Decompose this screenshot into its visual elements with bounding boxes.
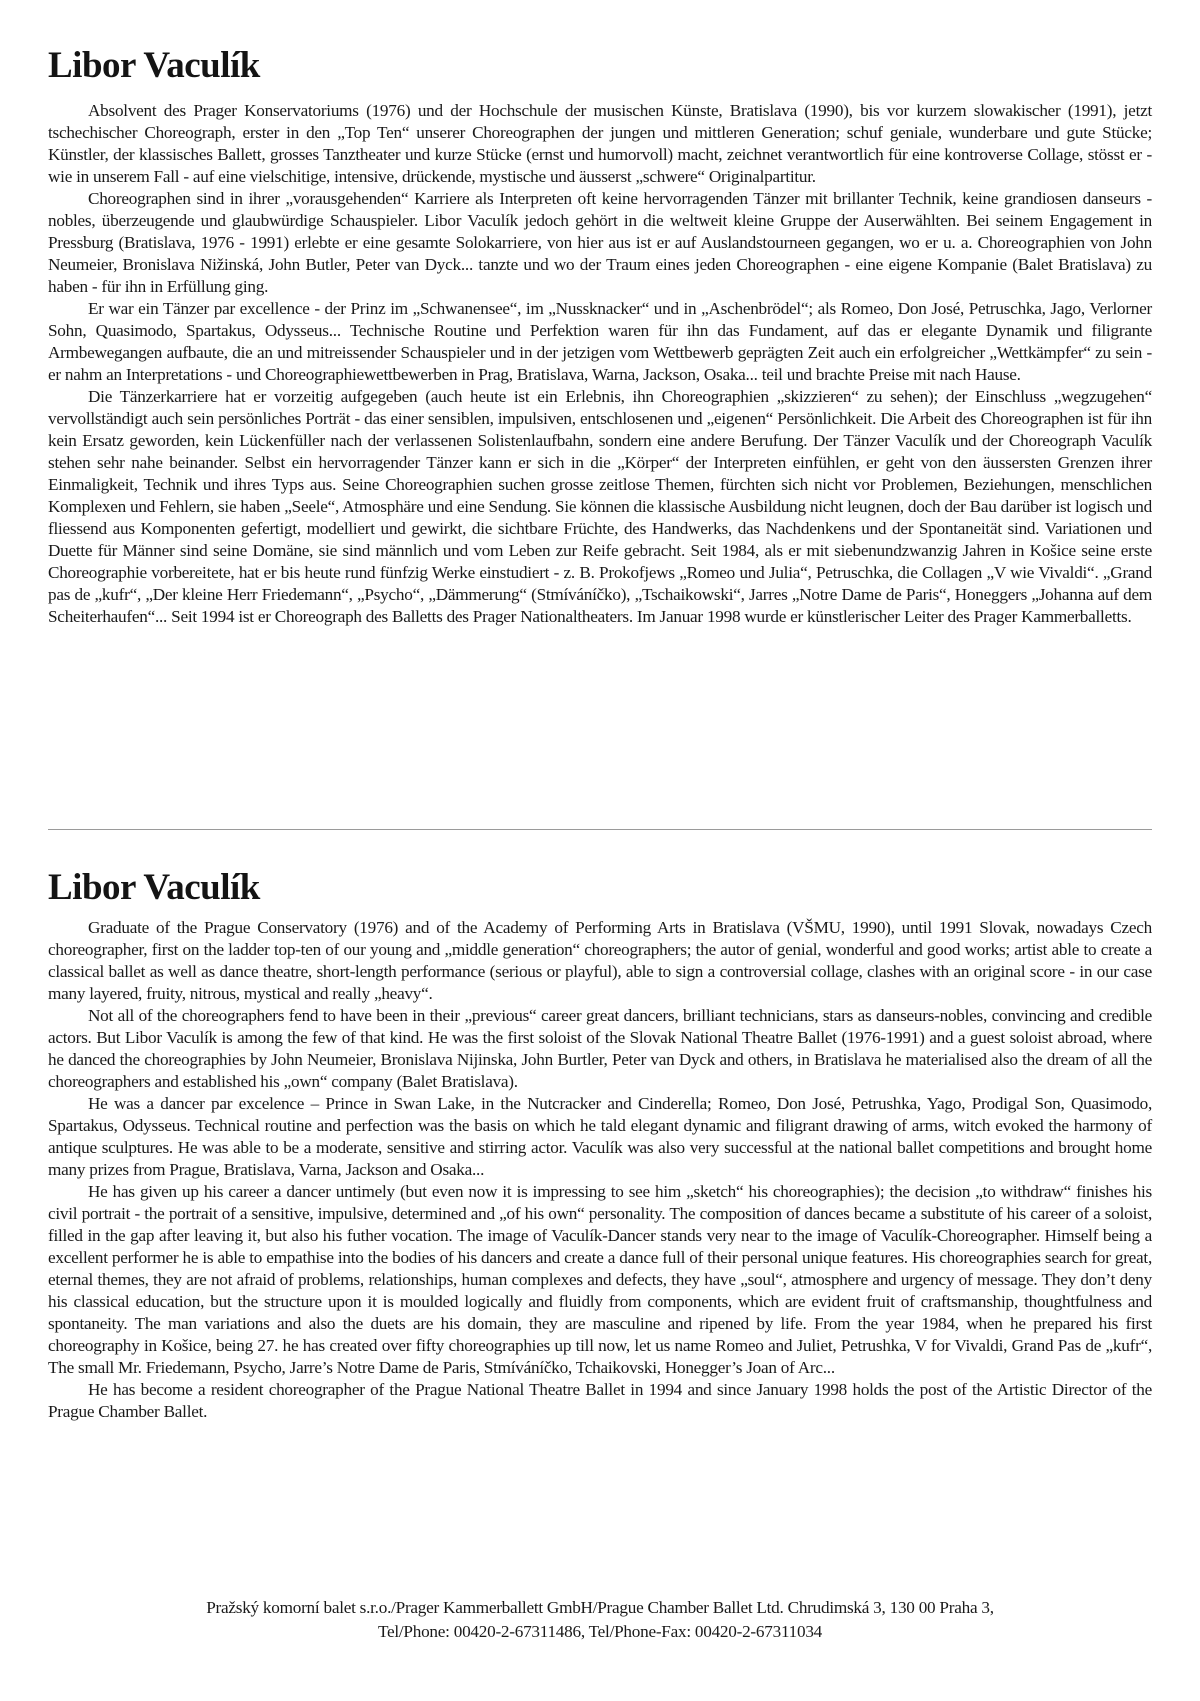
section-divider: [48, 829, 1152, 830]
english-section-title: Libor Vaculík: [48, 867, 260, 908]
footer-phone: Tel/Phone: 00420-2-67311486, Tel/Phone-Fax: 00420-2-67311034: [377, 1622, 823, 1641]
german-paragraph: Choreographen sind in ihrer „vorausgehenden“ Karriere als Interpreten oft keine hervorragenden Tänzer mit brillanter Technik, keine grandiosen danseurs - nobles, überzeugende und glaubwürdige Schauspieler. Libor Vaculík jedoch gehört in die weltweit kleine Gruppe der Auserwählten. Bei seinem Engagement in Pressburg (Bratislava, 1976 - 1991) erlebte er eine gesamte Solokarriere, von hier aus ist er auf Auslandstourneen gegangen, wo er u. a. Choreographien von John Neumeier, Bronislava Nižinská, John Butler, Peter van Dyck... tanzte und wo der Traum eines jeden Choreographen - eine eigene Kompanie (Balet Bratislava) zu haben - für ihn in Erfüllung ging.: [48, 189, 1152, 296]
german-paragraph: Er war ein Tänzer par excellence - der Prinz im „Schwanensee“, im „Nussknacker“ und in „Aschenbrödel“; als Romeo, Don José, Petruschka, Jago, Verlorner Sohn, Quasimodo, Spartakus, Odysseus... Technische Routine und Perfektion waren für ihn das Fundament, auf das er elegante Dynamik und filigrante Armbewegangen aufbaute, die an und mitreissender Schauspieler und in der jetzigen vom Wettbewerb geprägten Zeit auch ein erfolgreicher „Wettkämpfer“ zu sein - er nahm an Interpretations - und Choreographiewettbewerben in Prag, Bratislava, Warna, Jackson, Osaka... teil und brachte Preise mit nach Hause.: [48, 299, 1152, 384]
english-paragraph: Not all of the choreographers fend to have been in their „previous“ career great dancers, brilliant technicians, stars as danseurs-nobles, convincing and credible actors. But Libor Vaculík is among the few of that kind. He was the first soloist of the Slovak National Theatre Ballet (1976-1991) and a guest soloist abroad, where he danced the choreographies by John Neumeier, Bronislava Nijinska, John Burtler, Peter van Dyck and others, in Bratislava he materialised also the dream of all the choreographers and established his „own“ company (Balet Bratislava).: [48, 1006, 1152, 1091]
footer-address: Pražský komorní balet s.r.o./Prager Kammerballett GmbH/Prague Chamber Ballet Ltd. Chrudimská 3, 130 00 Praha 3,: [206, 1598, 994, 1617]
english-paragraph: He was a dancer par excelence – Prince in Swan Lake, in the Nutcracker and Cinderella; Romeo, Don José, Petrushka, Yago, Prodigal Son, Quasimodo, Spartakus, Odysseus. Technical routine and perfection was the basis on which he tald elegant dynamic and filigrant drawing of arms, witch evoked the harmony of antique sculptures. He was able to be a moderate, sensitive and stirring actor. Vaculík was also very successful at the national ballet competitions and brought home many prizes from Prague, Bratislava, Varna, Jackson and Osaka...: [48, 1094, 1152, 1179]
german-paragraph: Absolvent des Prager Konservatoriums (1976) und der Hochschule der musischen Künste, Bratislava (1990), bis vor kurzem slowakischer (1991), jetzt tschechischer Choreograph, erster in den „Top Ten“ unserer Choreographen der jungen und mittleren Generation; schuf geniale, wunderbare und gute Stücke; Künstler, der klassisches Ballett, grosses Tanztheater und kurze Stücke (ernst und humorvoll) macht, zeichnet verantwortlich für eine kontroverse Collage, stösst er - wie in unserem Fall - auf eine vielschitige, intensive, drückende, mystische und äusserst „schwere“ Originalpartitur.: [48, 101, 1152, 186]
german-biography: [48, 100, 1152, 628]
english-paragraph: He has become a resident choreographer of the Prague National Theatre Ballet in 1994 and since January 1998 holds the post of the Artistic Director of the Prague Chamber Ballet.: [48, 1380, 1152, 1421]
german-section-title: Libor Vaculík: [48, 45, 260, 86]
english-biography: [48, 917, 1152, 1423]
contact-footer: [48, 1596, 1152, 1644]
english-paragraph: Graduate of the Prague Conservatory (1976) and of the Academy of Performing Arts in Bratislava (VŠMU, 1990), until 1991 Slovak, nowadays Czech choreographer, first on the ladder top-ten of our young and „middle generation“ choreographers; the autor of genial, wonderful and good works; artist able to create a classical ballet as well as dance theatre, short-length performance (serious or playful), able to sign a controversial collage, clashes with an original score - in our case many layered, fruity, nitrous, mystical and really „heavy“.: [48, 918, 1152, 1003]
german-paragraph: Die Tänzerkarriere hat er vorzeitig aufgegeben (auch heute ist ein Erlebnis, ihn Choreographien „skizzieren“ zu sehen); der Einschluss „wegzugehen“ vervollständigt auch sein persönliches Porträt - das einer sensiblen, impulsiven, entschlosenen und „eigenen“ Persönlichkeit. Die Arbeit des Choreographen ist für ihn kein Ersatz geworden, kein Lückenfüller nach der verlassenen Solistenlaufbahn, sondern eine andere Berufung. Der Tänzer Vaculík und der Choreograph Vaculík stehen sehr nahe beinander. Selbst ein hervorragender Tänzer kann er sich in die „Körper“ der Interpreten einfühlen, er geht von den äussersten Grenzen ihrer Einmaligkeit, Technik und ihres Typs aus. Seine Choreographien suchen grosse zeitlose Themen, fürchten sich nicht vor Problemen, Beziehungen, menschlichen Komplexen und Fehlern, sie haben „Seele“, Atmosphäre und eine Sendung. Sie können die klassische Ausbildung nicht leugnen, doch der Bau darüber ist logisch und fliessend aus Komponenten gefertigt, modelliert und gewirkt, die sichtbare Früchte, des Handwerks, das Nachdenkens und der Spontaneität sind. Variationen und Duette für Männer sind seine Domäne, sie sind männlich und vom Leben zur Reife gebracht. Seit 1984, als er mit siebenundzwanzig Jahren in Košice seine erste Choreographie vorbereitete, hat er bis heute rund fünfzig Werke einstudiert - z. B. Prokofjews „Romeo und Julia“, Petruschka, die Collagen „V wie Vivaldi“. „Grand pas de „kufr“, „Der kleine Herr Friedemann“, „Psycho“, „Dämmerung“ (Stmíváníčko), „Tschaikowski“, Jarres „Notre Dame de Paris“, Honeggers „Johanna auf dem Scheiterhaufen“... Seit 1994 ist er Choreograph des Balletts des Prager Nationaltheaters. Im Januar 1998 wurde er künstlerischer Leiter des Prager Kammerballetts.: [48, 387, 1152, 626]
english-paragraph: He has given up his career a dancer untimely (but even now it is impressing to see him „sketch“ his choreographies); the decision „to withdraw“ finishes his civil portrait - the portrait of a sensitive, impulsive, determined and „of his own“ personality. The composition of dances became a substitute of his career of a soloist, filled in the gap after leaving it, but also his futher vocation. The image of Vaculík-Dancer stands very near to the image of Vaculík-Choreographer. Himself being a excellent performer he is able to empathise into the bodies of his dancers and create a dance full of their personal unique features. His choreographies search for great, eternal themes, they are not afraid of problems, relationships, human complexes and defects, they have „soul“, atmosphere and urgency of message. They don’t deny his classical education, but the structure upon it is moulded logically and fluidly from components, which are evident fruit of craftsmanship, thoughtfulness and spontaneity. The man variations and also the duets are his domain, they are masculine and ripened by life. From the year 1984, when he prepared his first choreography in Košice, being 27. he has created over fifty choreographies up till now, let us name Romeo and Juliet, Petrushka, V for Vivaldi, Grand Pas de „kufr“, The small Mr. Friedemann, Psycho, Jarre’s Notre Dame de Paris, Stmíváníčko, Tchaikovski, Honegger’s Joan of Arc...: [48, 1182, 1152, 1377]
